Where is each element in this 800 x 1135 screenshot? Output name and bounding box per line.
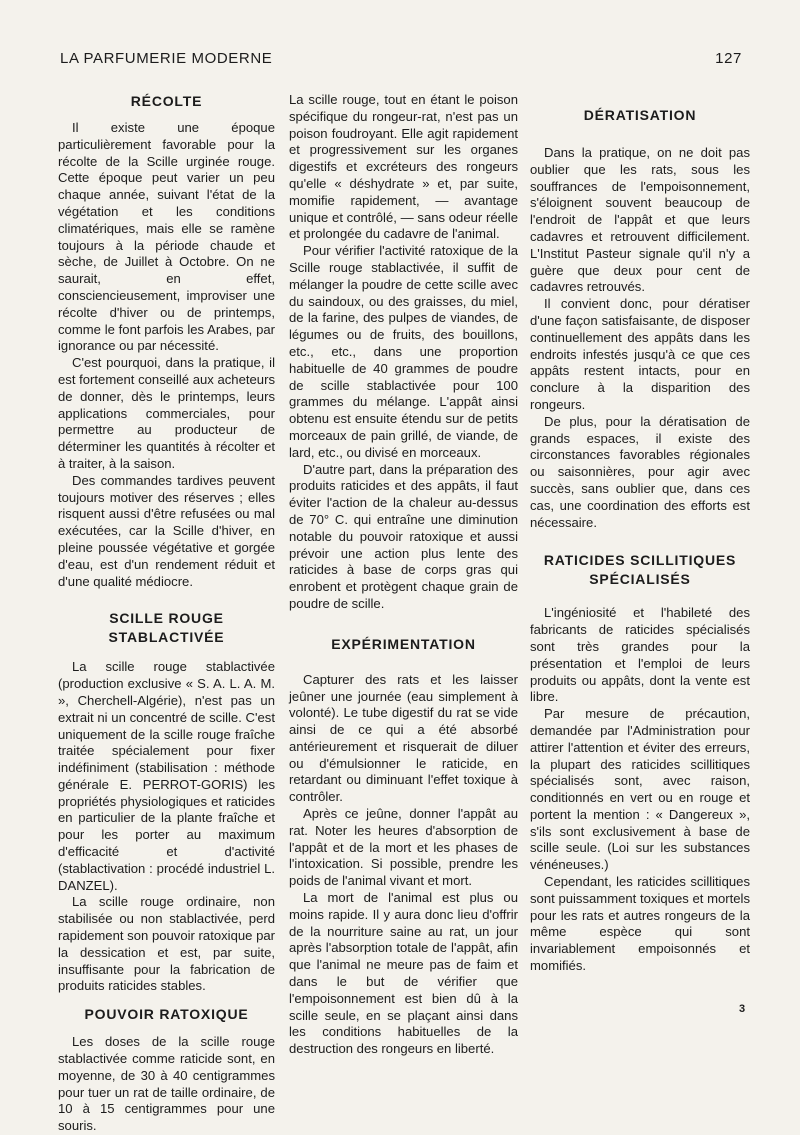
paragraph: Dans la pratique, on ne doit pas oublier que les rats, sous les souffrances de l'empoisonnement, s'éloignent souvent beaucoup de l'endroit de l'appât et que leurs cadavres et retrouvent difficilement. L'Institut Pasteur signale qu'il n'y a guère que deux pour cent de cadavres retrouvés. (530, 145, 750, 295)
heading-scille: SCILLE ROUGE STABLACTIVÉE (108, 610, 225, 646)
paragraph: D'autre part, dans la préparation des produits raticides et des appâts, il faut éviter l'action de la chaleur au-dessus de 70° C. qui entraîne une diminution notable du pouvoir ratoxique et aussi prévoir une action plus lente des raticides à base de corps gras qui enrobent et protègent chaque grain de poudre de scille. (289, 461, 518, 611)
paragraph: Il existe une époque particulièrement favorable pour la récolte de la Scille urginée rouge. Cette époque peut varier un peu chaque année, suivant l'état de la végétation et les conditions climatériques, mais elle se ramène toujours à la période chaude et sèche, de Juillet à Octobre. On ne saurait, en effet, consciencieusement, improviser une récolte d'hiver ou de printemps, comme le font parfois les Arabes, par ignorance ou par nécessité. (58, 120, 275, 354)
paragraph: Après ce jeûne, donner l'appât au rat. Noter les heures d'absorption de l'appât et de la mort et les phases de l'intoxication. Si possible, prendre les poids de l'animal vivant et mort. (289, 806, 518, 889)
column-1 (58, 92, 275, 1135)
paragraph: Cependant, les raticides scillitiques sont puissamment toxiques et mortels pour les rats et autres rongeurs de la même espèce qui sont invariablement empoisonnés et momifiés. (530, 874, 750, 974)
column-2 (289, 92, 518, 1058)
heading-pouvoir: POUVOIR RATOXIQUE (84, 1006, 249, 1023)
running-head (60, 50, 742, 67)
heading-raticides: RATICIDES SCILLITIQUES SPÉCIALISÉS (543, 552, 737, 588)
heading-deratisation: DÉRATISATION (583, 107, 697, 123)
paragraph: Il convient donc, pour dératiser d'une façon satisfaisante, de disposer continuellement des appâts dans les endroits infestés jusqu'à ce que ces appâts restent intacts, pour en conclure à la disparition des rongeurs. (530, 296, 750, 412)
journal-title: LA PARFUMERIE MODERNE (60, 50, 273, 67)
paragraph: Capturer des rats et les laisser jeûner une journée (eau simplement à volonté). Le tube digestif du rat se vide ainsi de ce qui a été absorbé antérieurement et risquerait de diluer ou d'émulsionner le raticide, en retardant ou diminuant l'effet toxique à contrôler. (289, 671, 518, 805)
column-3 (530, 92, 750, 975)
paragraph: Des commandes tardives peuvent toujours motiver des réserves ; elles risquent aussi d'être refusées ou mal exécutées, car la Scille d'hiver, en pleine poussée végétative et gorgée d'eau, est d'un rendement réduit et d'une qualité médiocre. (58, 472, 275, 589)
paragraph: C'est pourquoi, dans la pratique, il est fortement conseillé aux acheteurs de donner, dès le printemps, leurs applications commerciales, pour permettre au producteur de déterminer les quantités à récolter et à traiter, à la saison. (58, 355, 275, 471)
paragraph: De plus, pour la dératisation de grands espaces, il existe des circonstances favorables régionales ou saisonnières, pour agir avec succès, sans oublier que, dans ces cas, une coordination des efforts est nécessaire. (530, 413, 750, 530)
paragraph: Par mesure de précaution, demandée par l'Administration pour attirer l'attention et éviter des erreurs, la plupart des raticides scillitiques spécialisés sont, avec raison, conditionnés en vert ou en rouge et portent la mention : « Dangereux », s'ils sont exclusivement à base de scille seule. (Loi sur les substances vénéneuses.) (530, 706, 750, 873)
paragraph: La scille rouge ordinaire, non stabilisée ou non stablactivée, perd rapidement son pouvoir ratoxique par la dessication et est, par suite, insuffisante pour la fabrication de produits raticides stables. (58, 894, 275, 994)
heading-recolte: RÉCOLTE (130, 93, 203, 109)
paragraph: Pour vérifier l'activité ratoxique de la Scille rouge stablactivée, il suffit de mélanger la poudre de cette scille avec du saindoux, ou des graisses, du miel, de la farine, des pulpes de viandes, de légumes ou de fruits, des bouillons, etc., etc., dans une proportion habituelle de 40 grammes de poudre de scille stablactivée pour 100 grammes du mélange. L'appât ainsi obtenu est ensuite étendu sur de petits morceaux de pain grillé, de viande, de lard, etc., ou divisé en morceaux. (289, 243, 518, 460)
folio-number: 3 (739, 1003, 746, 1015)
page-number: 127 (715, 50, 742, 67)
paragraph: La scille rouge, tout en étant le poison spécifique du rongeur-rat, n'est pas un poison foudroyant. Elle agit rapidement et progressivement sur les organes digestifs et excréteurs des rongeurs qu'elle « déshydrate » et, par suite, momifie rapidement, — avantage unique et contrôlé, — sans odeur réelle et prolongée du cadavre de l'animal. (289, 92, 518, 242)
paragraph: Les doses de la scille rouge stablactivée comme raticide sont, en moyenne, de 30 à 40 centigrammes pour tuer un rat de taille ordinaire, de 10 à 15 centigrammes pour une souris. (58, 1034, 275, 1134)
paragraph: La mort de l'animal est plus ou moins rapide. Il y aura donc lieu d'offrir de la nourriture saine au rat, un jour après l'absorption totale de l'appât, afin que l'animal ne meure pas de faim et dans le but de vérifier que l'empoisonnement est bien dû à la scille seule, en se plaçant ainsi dans les conditions habituelles de la destruction des rongeurs en liberté. (289, 890, 518, 1057)
heading-experimentation: EXPÉRIMENTATION (331, 635, 476, 652)
paragraph: L'ingéniosité et l'habileté des fabricants de raticides spécialisés sont très grandes pour la présentation et l'emploi de leurs produits ou appâts, dont la vente est libre. (530, 605, 750, 705)
paragraph: La scille rouge stablactivée (production exclusive « S. A. L. A. M. », Cherchell-Algérie), n'est pas un extrait ni un concentré de scille. C'est uniquement de la scille rouge fraîche traitée spécialement pour fixer indéfiniment (stabilisation : méthode générale E. PERROT-GORIS) les propriétés physiologiques et raticides en particulier de la plante fraîche et pour les porter au maximum d'efficacité et d'activité (stablactivation : procédé industriel L. DANZEL). (58, 659, 275, 893)
